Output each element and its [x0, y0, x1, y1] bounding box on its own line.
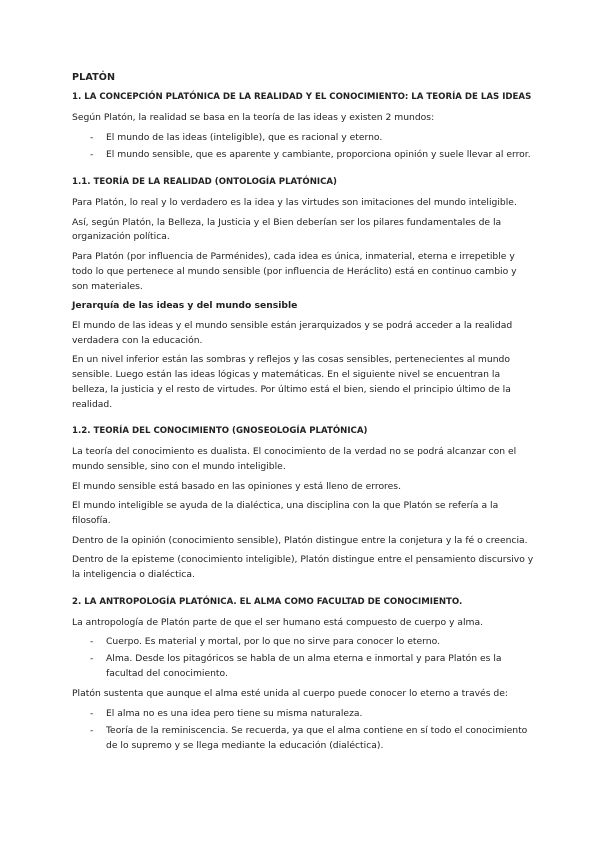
dash-bullet: -: [90, 148, 94, 160]
paragraph: El mundo inteligible se ayuda de la dialéctica, una disciplina con la que Platón se refería a la filosofía.: [72, 500, 499, 526]
list-item: - El mundo de las ideas (inteligible), que es racional y eterno.: [72, 131, 534, 146]
section-2-list-2: [72, 707, 534, 753]
paragraph: Así, según Platón, la Belleza, la Justicia y el Bien deberían ser los pilares fundamentales de la organización política.: [72, 216, 502, 243]
section-2-list: [72, 635, 534, 681]
document-page: [72, 70, 534, 759]
list-item: - Teoría de la reminiscencia. Se recuerda, ya que el alma contiene en sí todo el conocimiento de lo supremo y se llega mediante la educación (dialéctica).: [90, 724, 528, 751]
paragraph: En un nivel inferior están las sombras y reflejos y las cosas sensibles, pertenecientes al mundo sensible. Luego están las ideas lógicas y matemáticas. En el siguiente nivel se encuentran la belleza, la justicia y el resto de virtudes. Por último está el bien, siendo el principio último de la realidad.: [72, 354, 511, 410]
dash-bullet: -: [90, 636, 94, 648]
list-item: - Alma. Desde los pitagóricos se habla de un alma eterna e inmortal y para Platón es la facultad del conocimiento.: [90, 653, 502, 679]
section-2-intro: La antropología de Platón parte de que el ser humano está compuesto de cuerpo y alma.: [72, 616, 484, 628]
list-item: - El mundo sensible, que es aparente y cambiante, proporciona opinión y suele llevar al error.: [72, 148, 534, 163]
section-1-list: [72, 131, 534, 162]
paragraph: Para Platón, lo real y lo verdadero es la idea y las virtudes son imitaciones del mundo inteligible.: [72, 197, 517, 208]
section-1-heading: 1. LA CONCEPCIÓN PLATÓNICA DE LA REALIDAD Y EL CONOCIMIENTO: LA TEORÍA DE LAS IDEAS: [72, 92, 532, 103]
list-item: - El alma no es una idea pero tiene su misma naturaleza.: [72, 707, 534, 722]
paragraph: Platón sustenta que aunque el alma esté unida al cuerpo puede conocer lo eterno a través de:: [72, 688, 508, 700]
paragraph: La teoría del conocimiento es dualista. El conocimiento de la verdad no se podrá alcanzar con el mundo sensible, sino con el mundo inteligible.: [72, 446, 517, 472]
dash-bullet: -: [90, 131, 94, 143]
paragraph: Para Platón (por influencia de Parménides), cada idea es única, inmaterial, eterna e irrepetible y todo lo que pertenece al mundo sensible (por influencia de Heráclito) está en continuo cambio y son materiales.: [72, 251, 517, 292]
paragraph: El mundo de las ideas y el mundo sensible están jerarquizados y se podrá acceder a la realidad verdadera con la educación.: [72, 320, 513, 346]
dash-bullet: -: [90, 708, 94, 720]
paragraph: El mundo sensible está basado en las opiniones y está lleno de errores.: [72, 480, 401, 492]
section-1-intro: Según Platón, la realidad se basa en la teoría de las ideas y existen 2 mundos:: [72, 112, 435, 124]
dash-bullet: -: [90, 653, 94, 665]
paragraph: Dentro de la opinión (conocimiento sensible), Platón distingue entre la conjetura y la fé o creencia.: [72, 534, 528, 546]
section-1-1-heading: 1.1. TEORÍA DE LA REALIDAD (ONTOLOGÍA PLATÓNICA): [72, 177, 337, 188]
dash-bullet: -: [90, 724, 94, 736]
hierarchy-heading: Jerarquía de las ideas y del mundo sensible: [72, 300, 298, 312]
document-title: PLATÓN: [72, 72, 116, 83]
list-item: - Cuerpo. Es material y mortal, por lo que no sirve para conocer lo eterno.: [72, 635, 534, 650]
section-2-heading: 2. LA ANTROPOLOGÍA PLATÓNICA. EL ALMA COMO FACULTAD DE CONOCIMIENTO.: [72, 596, 463, 607]
section-1-2-heading: 1.2. TEORÍA DEL CONOCIMIENTO (GNOSEOLOGÍA PLATÓNICA): [72, 426, 368, 437]
paragraph: Dentro de la episteme (conocimiento inteligible), Platón distingue entre el pensamiento discursivo y la inteligencia o dialéctica.: [72, 554, 534, 581]
